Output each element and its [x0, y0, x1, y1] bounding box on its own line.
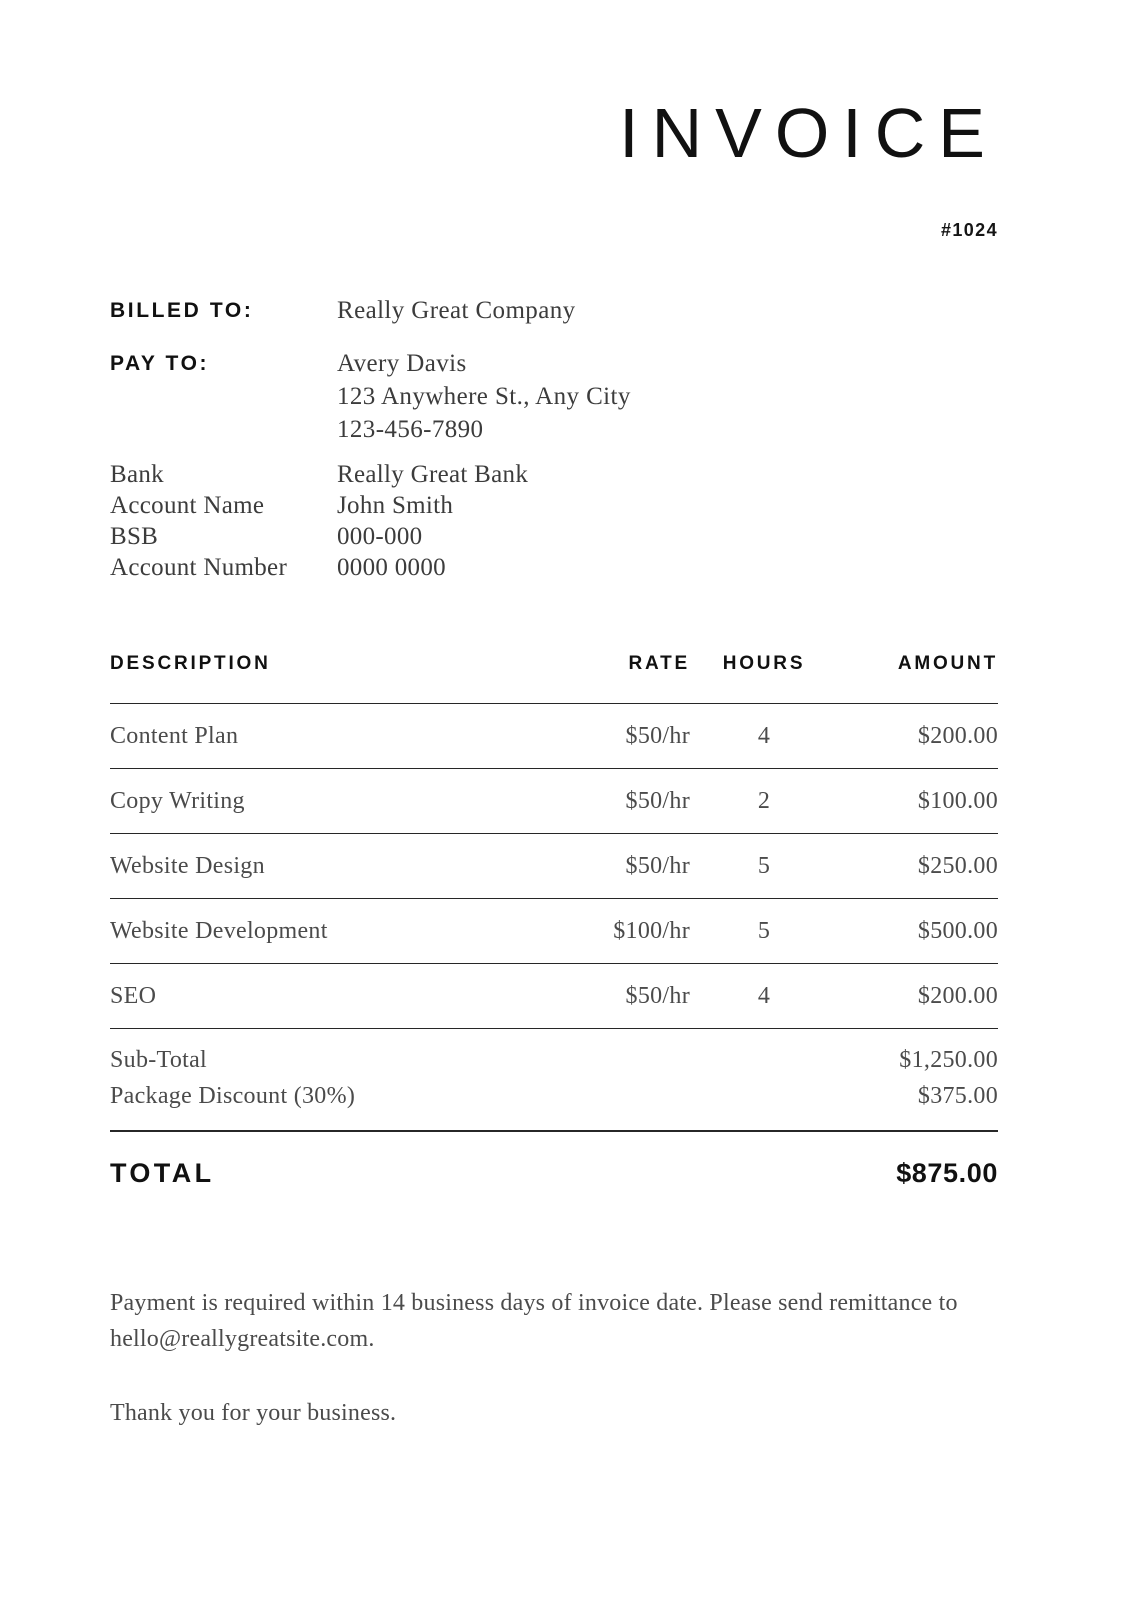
- row-description: Content Plan: [110, 722, 239, 749]
- page-title: INVOICE: [619, 94, 998, 172]
- thank-you-text: Thank you for your business.: [110, 1400, 397, 1426]
- column-header-rate: RATE: [628, 653, 690, 674]
- row-rate: $50/hr: [625, 852, 690, 879]
- row-hours: 5: [757, 917, 771, 944]
- bank-detail-row: [110, 490, 1000, 521]
- row-amount: $250.00: [917, 852, 998, 879]
- pay-to-label: PAY TO:: [110, 352, 210, 375]
- bank-detail-row: [110, 521, 1000, 552]
- bank-details-section: [110, 459, 1000, 583]
- table-row: [110, 834, 998, 898]
- row-description: Website Development: [110, 917, 328, 944]
- discount-row: [110, 1078, 998, 1114]
- line-items-table: [110, 643, 998, 1194]
- account-name-value: John Smith: [337, 492, 454, 519]
- summary-section: [110, 1029, 998, 1130]
- subtotal-value: $1,250.00: [899, 1047, 998, 1073]
- row-hours: 4: [757, 982, 771, 1009]
- invoice-number: #1024: [940, 220, 998, 240]
- footer-notes: [110, 1285, 990, 1431]
- table-row: [110, 964, 998, 1028]
- billed-to-label: BILLED TO:: [110, 299, 254, 322]
- pay-to-name: Avery Davis: [337, 350, 467, 377]
- row-amount: $200.00: [917, 722, 998, 749]
- bank-label: Bank: [110, 461, 164, 488]
- row-amount: $200.00: [917, 982, 998, 1009]
- bank-detail-row: [110, 459, 1000, 490]
- row-hours: 2: [757, 787, 771, 814]
- discount-label: Package Discount (30%): [110, 1083, 356, 1109]
- row-description: SEO: [110, 982, 157, 1009]
- table-row: [110, 769, 998, 833]
- total-value: $875.00: [896, 1158, 998, 1188]
- row-rate: $50/hr: [625, 787, 690, 814]
- subtotal-label: Sub-Total: [110, 1047, 208, 1073]
- bsb-value: 000-000: [337, 523, 423, 550]
- column-header-amount: AMOUNT: [897, 653, 998, 674]
- row-amount: $500.00: [917, 917, 998, 944]
- pay-to-address: 123 Anywhere St., Any City: [337, 383, 631, 410]
- bsb-label: BSB: [110, 523, 159, 550]
- billing-section: [110, 296, 1000, 448]
- row-hours: 5: [757, 852, 771, 879]
- row-rate: $50/hr: [625, 722, 690, 749]
- pay-to-phone: 123-456-7890: [337, 416, 484, 443]
- table-row: [110, 899, 998, 963]
- account-number-value: 0000 0000: [337, 554, 446, 581]
- account-number-label: Account Number: [110, 554, 288, 581]
- row-rate: $100/hr: [613, 917, 690, 944]
- pay-to-row: [110, 349, 1000, 448]
- table-header-row: [110, 643, 998, 675]
- column-header-description: DESCRIPTION: [110, 653, 271, 674]
- payment-terms-text: Payment is required within 14 business days of invoice date. Please send remittance to hello@reallygreatsite.com.: [110, 1290, 958, 1352]
- billed-to-row: [110, 296, 1000, 326]
- table-row: [110, 704, 998, 768]
- discount-value: $375.00: [917, 1083, 998, 1109]
- billed-to-value: Really Great Company: [337, 297, 576, 324]
- pay-to-lines: [337, 349, 631, 448]
- subtotal-row: [110, 1042, 998, 1078]
- bank-value: Really Great Bank: [337, 461, 529, 488]
- total-row: [110, 1132, 998, 1194]
- account-name-label: Account Name: [110, 492, 265, 519]
- row-amount: $100.00: [917, 787, 998, 814]
- row-description: Copy Writing: [110, 787, 245, 814]
- bank-detail-row: [110, 552, 1000, 583]
- row-description: Website Design: [110, 852, 265, 879]
- summary-spacer: [110, 1114, 998, 1130]
- column-header-hours: HOURS: [722, 653, 806, 674]
- total-label: TOTAL: [110, 1158, 215, 1188]
- row-rate: $50/hr: [625, 982, 690, 1009]
- row-hours: 4: [757, 722, 771, 749]
